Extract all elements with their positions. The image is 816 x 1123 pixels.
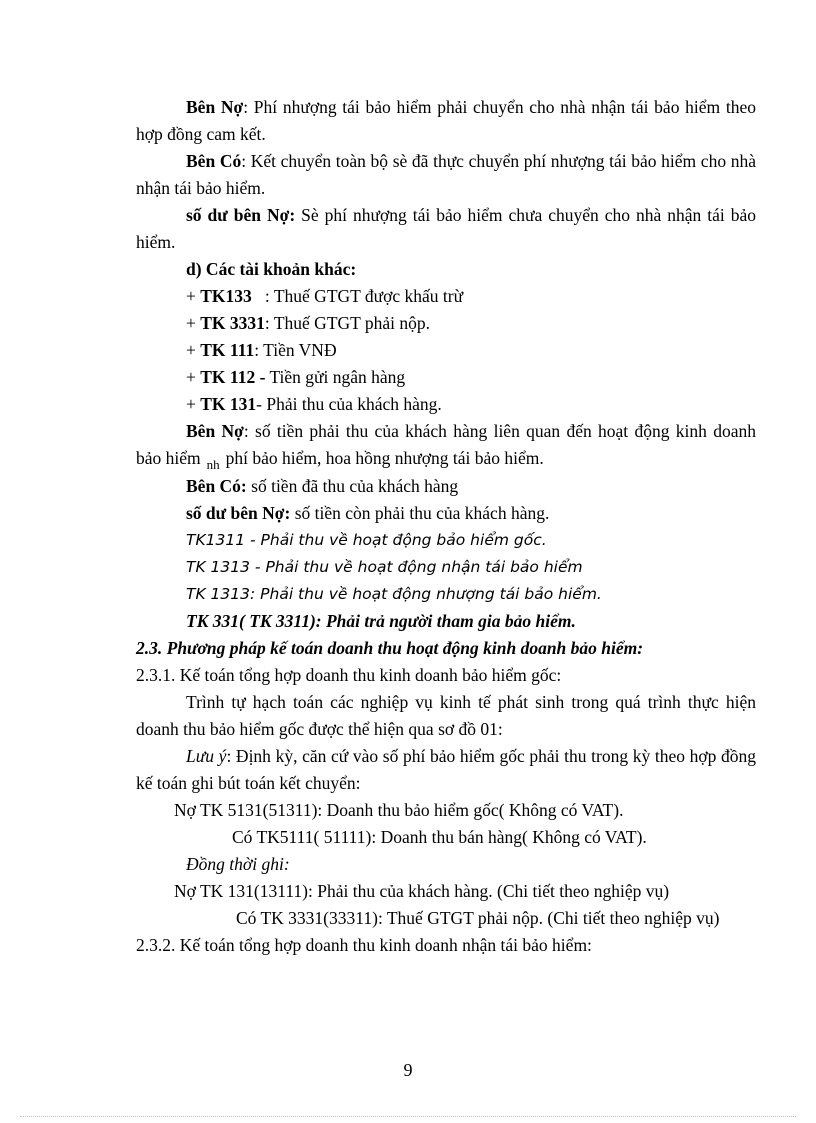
page-number: 9 xyxy=(403,1060,413,1080)
ben-co-label: Bên Có xyxy=(186,151,242,171)
paragraph-ben-co: Bên Có: Kết chuyển toàn bộ sè đã thực chuyển phí nhượng tái bảo hiểm cho nhà nhận tái bảo hiểm. xyxy=(136,151,756,198)
tk1311-line: TK1311 - Phải thu về hoạt động bảo hiểm gốc. xyxy=(186,531,547,549)
page-content xyxy=(136,94,756,959)
list-item: + TK 111: Tiền VNĐ xyxy=(186,340,337,360)
list-item: + TK 112 - Tiền gửi ngân hàng xyxy=(186,367,406,387)
so-du-label: số dư bên Nợ: xyxy=(186,205,296,225)
entry-co-tk3331: Có TK 3331(33311): Thuế GTGT phải nộp. (Chi tiết theo nghiệp vụ) xyxy=(236,908,720,928)
heading-cac-tai-khoan-khac: d) Các tài khoản khác: xyxy=(186,259,357,279)
list-item: + TK 131- Phải thu của khách hàng. xyxy=(186,394,442,414)
paragraph-so-du-131: số dư bên Nợ: số tiền còn phải thu của khách hàng. xyxy=(186,503,550,523)
entry-no-tk5131: Nợ TK 5131(51311): Doanh thu bảo hiểm gốc( Không có VAT). xyxy=(174,800,624,820)
dong-thoi-ghi: Đồng thời ghi: xyxy=(186,854,290,874)
section-heading-2-3: 2.3. Phương pháp kế toán doanh thu hoạt động kinh doanh bảo hiểm: xyxy=(136,638,644,658)
paragraph-so-du: số dư bên Nợ: Sè phí nhượng tái bảo hiểm chưa chuyển cho nhà nhận tái bảo hiểm. xyxy=(136,205,756,252)
paragraph-trinh-tu: Trình tự hạch toán các nghiệp vụ kinh tế phát sinh trong quá trình thực hiện doanh thu bảo hiểm gốc được thể hiện qua sơ đồ 01: xyxy=(136,692,756,739)
paragraph-ben-no-131: Bên Nợ: số tiền phải thu của khách hàng liên quan đến hoạt động kinh doanh bảo hiểm $_{nh}$ phí bảo hiểm, hoa hồng nhượng tái bảo hiểm. xyxy=(136,421,756,472)
subsection-2-3-1: 2.3.1. Kế toán tổng hợp doanh thu kinh doanh bảo hiểm gốc: xyxy=(136,665,562,685)
list-item: + TK133 : Thuế GTGT được khấu trừ xyxy=(186,286,464,306)
tk1313-nhuong-line: TK 1313: Phải thu về hoạt động nhượng tái bảo hiểm. xyxy=(186,585,602,603)
paragraph-luu-y: Lưu ý: Định kỳ, căn cứ vào số phí bảo hiểm gốc phải thu trong kỳ theo hợp đồng kế toán ghi bút toán kết chuyển: xyxy=(136,746,756,793)
tk1313-line: TK 1313 - Phải thu về hoạt động nhận tái bảo hiểm xyxy=(186,558,583,576)
list-item: + TK 3331: Thuế GTGT phải nộp. xyxy=(186,313,431,333)
footer-divider xyxy=(20,1116,796,1117)
ben-no-label: Bên Nợ xyxy=(186,97,244,117)
entry-no-tk131: Nợ TK 131(13111): Phải thu của khách hàng. (Chi tiết theo nghiệp vụ) xyxy=(174,881,670,901)
subsection-2-3-2: 2.3.2. Kế toán tổng hợp doanh thu kinh doanh nhận tái bảo hiểm: xyxy=(136,935,592,955)
paragraph-ben-co-131: Bên Có: số tiền đã thu của khách hàng xyxy=(186,476,459,496)
tk331-line: TK 331( TK 3311): Phải trả người tham gia bảo hiểm. xyxy=(186,611,576,631)
entry-co-tk5111: Có TK5111( 51111): Doanh thu bán hàng( Không có VAT). xyxy=(232,827,647,847)
paragraph-ben-no: Bên Nợ: Phí nhượng tái bảo hiểm phải chuyển cho nhà nhận tái bảo hiểm theo hợp đồng cam kết. xyxy=(136,97,756,144)
